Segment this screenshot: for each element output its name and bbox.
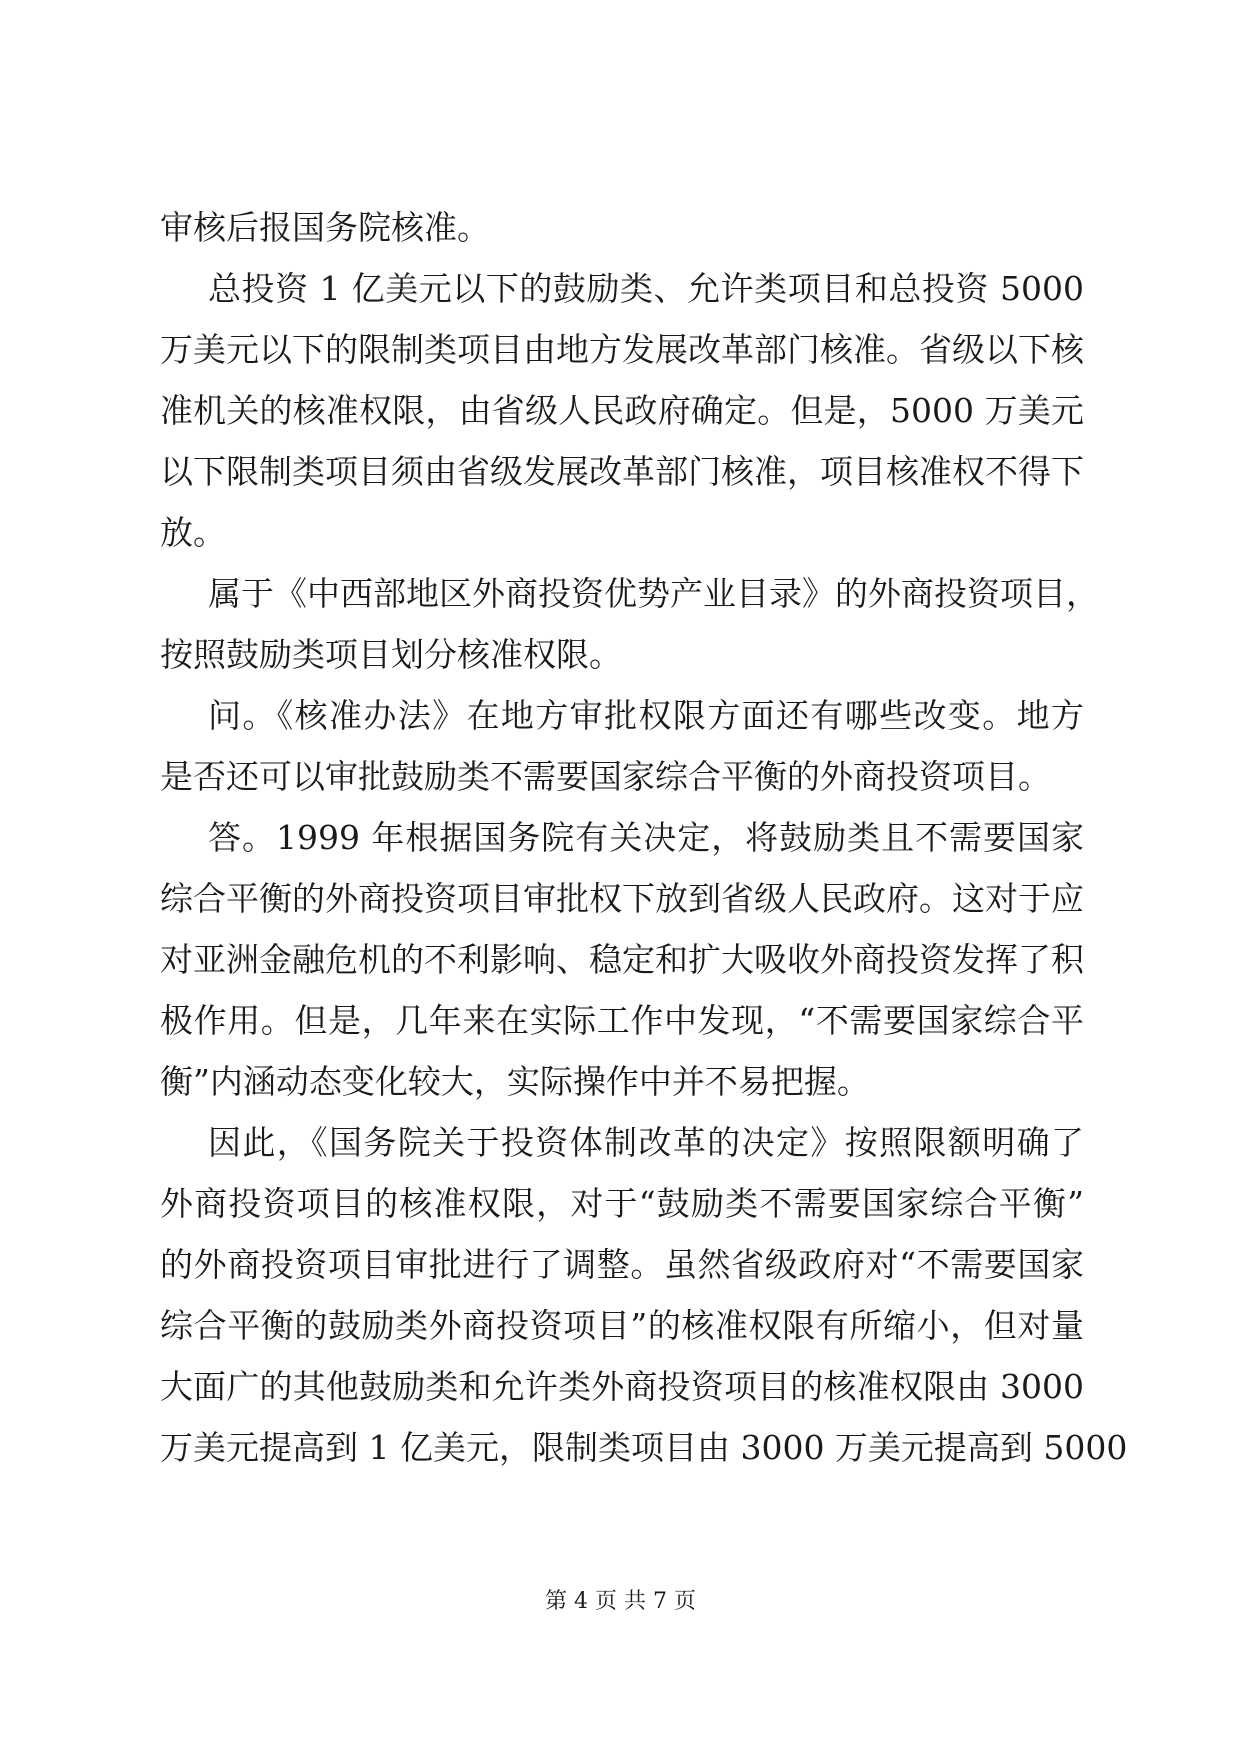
text-line-1: 审核后报国务院核准。 xyxy=(160,208,490,247)
text-line-9: 问。《核准办法》在地方审批权限方面还有哪些改变。地方 xyxy=(208,696,1084,735)
text-line-7: 属于《中西部地区外商投资优势产业目录》的外商投资项目， xyxy=(208,574,1099,613)
page-number-footer: 第 4 页 共 7 页 xyxy=(545,1589,696,1614)
text-line-20: 大面广的其他鼓励类和允许类外商投资项目的核准权限由 3000 xyxy=(160,1367,1084,1406)
text-line-17: 外商投资项目的核准权限，对于“鼓励类不需要国家综合平衡” xyxy=(160,1184,1084,1223)
text-line-3: 万美元以下的限制类项目由地方发展改革部门核准。省级以下核 xyxy=(160,330,1084,369)
text-line-16: 因此，《国务院关于投资体制改革的决定》按照限额明确了 xyxy=(208,1123,1084,1162)
text-line-18: 的外商投资项目审批进行了调整。虽然省级政府对“不需要国家 xyxy=(160,1245,1084,1284)
text-line-2: 总投资 1 亿美元以下的鼓励类、允许类项目和总投资 5000 xyxy=(208,269,1084,308)
text-line-4: 准机关的核准权限，由省级人民政府确定。但是，5000 万美元 xyxy=(160,391,1084,430)
text-line-8: 按照鼓励类项目划分核准权限。 xyxy=(160,635,622,674)
text-line-11: 答。1999 年根据国务院有关决定，将鼓励类且不需要国家 xyxy=(208,818,1084,857)
text-line-12: 综合平衡的外商投资项目审批权下放到省级人民政府。这对于应 xyxy=(160,879,1084,918)
text-line-14: 极作用。但是，几年来在实际工作中发现，“不需要国家综合平 xyxy=(160,1001,1084,1040)
text-line-6: 放。 xyxy=(160,513,226,552)
text-line-13: 对亚洲金融危机的不利影响、稳定和扩大吸收外商投资发挥了积 xyxy=(160,940,1084,979)
text-line-19: 综合平衡的鼓励类外商投资项目”的核准权限有所缩小，但对量 xyxy=(160,1306,1084,1345)
text-line-15: 衡”内涵动态变化较大，实际操作中并不易把握。 xyxy=(160,1062,870,1101)
text-line-21: 万美元提高到 1 亿美元，限制类项目由 3000 万美元提高到 5000 xyxy=(160,1428,1128,1467)
text-line-10: 是否还可以审批鼓励类不需要国家综合平衡的外商投资项目。 xyxy=(160,757,1051,796)
text-line-5: 以下限制类项目须由省级发展改革部门核准，项目核准权不得下 xyxy=(160,452,1084,491)
